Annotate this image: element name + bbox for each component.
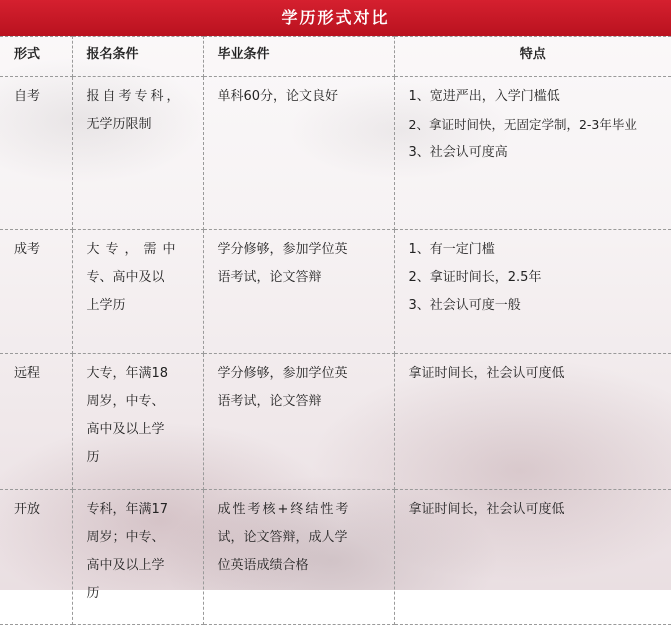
graduate-cell: [203, 490, 394, 625]
cell-line: 1、有一定门槛: [408, 242, 495, 257]
cell-line: 学分修够，参加学位英: [217, 366, 348, 381]
cell-line: 拿证时间长，社会认可度低: [408, 502, 565, 517]
features-cell: [394, 230, 671, 354]
cell-line: 大专，年满18: [86, 366, 169, 381]
cell-line: 历: [86, 586, 100, 601]
cell-line: 试，论文答辩，成人学: [217, 530, 348, 545]
table-row: [0, 490, 671, 625]
cell-line: 2、拿证时间长，2.5年: [408, 270, 542, 285]
header-enroll-conditions: 报名条件: [72, 37, 203, 77]
enroll-cell: [72, 490, 203, 625]
enroll-cell: [72, 354, 203, 490]
header-form: 形式: [0, 37, 72, 77]
cell-line: 语考试，论文答辩: [217, 270, 322, 285]
education-comparison-table: [0, 36, 671, 625]
cell-line: 历: [86, 450, 100, 465]
graduate-cell: [203, 354, 394, 490]
features-cell: [394, 77, 671, 230]
table-row: [0, 77, 671, 230]
enroll-cell: [72, 230, 203, 354]
cell-line: 拿证时间长，社会认可度低: [408, 366, 565, 381]
table-row: [0, 354, 671, 490]
graduate-cell: [203, 230, 394, 354]
cell-line: 专、高中及以: [86, 270, 165, 285]
cell-line: 大专，需中: [86, 242, 182, 257]
cell-line: 3、社会认可度一般: [408, 298, 521, 313]
form-cell: 开放: [0, 490, 72, 625]
cell-line: 上学历: [86, 298, 126, 313]
header-graduation-conditions: 毕业条件: [203, 37, 394, 77]
cell-line: 成性考核+终结性考: [217, 502, 351, 517]
cell-line: 学分修够，参加学位英: [217, 242, 348, 257]
cell-line: 1、宽进严出，入学门槛低: [408, 89, 560, 104]
features-cell: [394, 490, 671, 625]
cell-line: 专科，年满17: [86, 502, 169, 517]
enroll-cell: [72, 77, 203, 230]
cell-line: 周岁；中专、: [86, 530, 165, 545]
header-features: 特点: [394, 37, 671, 77]
cell-line: 位英语成绩合格: [217, 558, 309, 573]
form-cell: 自考: [0, 77, 72, 230]
header-row: [0, 37, 671, 77]
cell-line: 高中及以上学: [86, 558, 165, 573]
features-cell: [394, 354, 671, 490]
cell-line: 语考试，论文答辩: [217, 394, 322, 409]
cell-line: 周岁，中专、: [86, 394, 165, 409]
graduate-cell: [203, 77, 394, 230]
form-cell: 远程: [0, 354, 72, 490]
table-title: 学历形式对比: [0, 0, 671, 36]
form-cell: 成考: [0, 230, 72, 354]
cell-line: 无学历限制: [86, 117, 152, 132]
cell-line: 报自考专科，: [86, 89, 183, 104]
table-row: [0, 230, 671, 354]
cell-line: 2、拿证时间快，无固定学制，2-3年毕业: [408, 117, 637, 132]
cell-line: 高中及以上学: [86, 422, 165, 437]
cell-line: 3、社会认可度高: [408, 145, 508, 160]
cell-line: 单科60分，论文良好: [217, 89, 339, 104]
